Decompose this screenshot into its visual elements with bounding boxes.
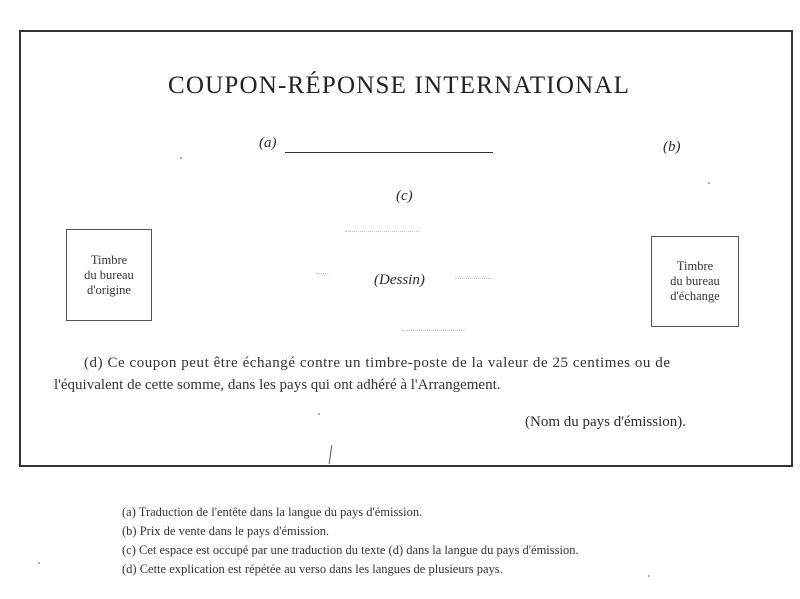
field-c-marker: (c) [396, 188, 413, 204]
origin-stamp-box [66, 229, 152, 321]
faint-dessin-trace [316, 273, 330, 274]
paper-speck [180, 157, 182, 159]
faint-dessin-trace [402, 330, 466, 331]
origin-stamp-line1: Timbre [90, 252, 128, 267]
footnote-b: (b) Prix de vente dans le pays d'émission. [122, 524, 330, 538]
faint-dessin-trace [345, 231, 419, 232]
country-name-field: (Nom du pays d'émission). [525, 414, 687, 430]
design-label: (Dessin) [374, 272, 425, 288]
exchange-stamp-line2: du bureau [670, 274, 720, 288]
field-a-line [285, 152, 493, 153]
exchange-stamp-line1: Timbre [676, 259, 714, 273]
field-a-marker: (a) [259, 135, 277, 151]
footnote-d: (d) Cette explication est répétée au verso dans les langues de plusieurs pays. [122, 562, 503, 576]
paper-speck [318, 413, 320, 415]
origin-stamp-line2: du bureau [84, 267, 134, 282]
paper-speck [38, 562, 40, 564]
exchange-stamp-box [651, 236, 739, 327]
origin-stamp-label [84, 253, 134, 298]
coupon-title: COUPON-RÉPONSE INTERNATIONAL [168, 72, 631, 99]
origin-stamp-line3: d'origine [87, 282, 131, 297]
explanation-line-2: l'équivalent de cette somme, dans les pays qui ont adhéré à l'Arrangement. [54, 377, 501, 393]
footnotes [122, 503, 579, 579]
coupon-explanation [54, 352, 751, 396]
faint-dessin-trace [455, 278, 491, 279]
footnote-c: (c) Cet espace est occupé par une traduction du texte (d) dans la langue du pays d'émission. [122, 543, 579, 557]
exchange-stamp-line3: d'échange [670, 289, 720, 303]
exchange-stamp-label [670, 259, 720, 304]
field-b-marker: (b) [663, 139, 681, 155]
paper-speck [708, 182, 710, 184]
explanation-line-1: (d) Ce coupon peut être échangé contre un timbre-poste de la valeur de 25 centimes ou de [84, 355, 671, 371]
footnote-a: (a) Traduction de l'entête dans la langue du pays d'émission. [122, 505, 423, 519]
paper-speck [648, 575, 650, 577]
